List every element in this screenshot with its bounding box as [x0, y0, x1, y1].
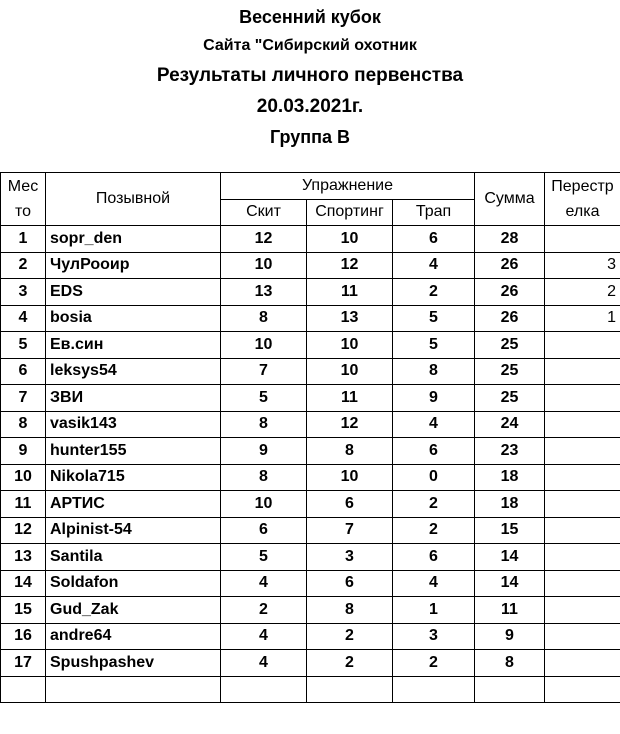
table-row: [1, 570, 620, 597]
cell-sporting: 11: [307, 279, 393, 306]
cell-callsign: ЗВИ: [46, 385, 221, 412]
cell-empty: [545, 676, 620, 703]
cell-sum: 25: [475, 385, 545, 412]
cell-trap: 4: [393, 570, 475, 597]
table-row: [1, 279, 620, 306]
cell-trap: 5: [393, 332, 475, 359]
cell-trap: 5: [393, 305, 475, 332]
cell-sum: 26: [475, 252, 545, 279]
col-header-reshoot: Перестр елка: [545, 173, 620, 226]
header-row-1: [1, 173, 620, 200]
cell-trap: 2: [393, 279, 475, 306]
cell-sum: 14: [475, 570, 545, 597]
cell-skeet: 6: [221, 517, 307, 544]
cell-sum: 25: [475, 358, 545, 385]
cell-callsign: vasik143: [46, 411, 221, 438]
cell-callsign: Gud_Zak: [46, 597, 221, 624]
cell-sporting: 7: [307, 517, 393, 544]
cell-skeet: 4: [221, 623, 307, 650]
cell-reshoot: [545, 491, 620, 518]
cell-sum: 24: [475, 411, 545, 438]
cell-place: 4: [1, 305, 46, 332]
cell-callsign: Ев.син: [46, 332, 221, 359]
cell-reshoot: [545, 623, 620, 650]
cell-empty: [393, 676, 475, 703]
cell-sporting: 11: [307, 385, 393, 412]
cell-place: 10: [1, 464, 46, 491]
cell-empty: [1, 676, 46, 703]
cell-place: 13: [1, 544, 46, 571]
cell-skeet: 8: [221, 411, 307, 438]
cell-trap: 2: [393, 491, 475, 518]
cell-sporting: 8: [307, 597, 393, 624]
cell-trap: 1: [393, 597, 475, 624]
cell-callsign: Nikola715: [46, 464, 221, 491]
col-header-place: Мес то: [1, 173, 46, 226]
cell-sum: 14: [475, 544, 545, 571]
cell-sporting: 2: [307, 650, 393, 677]
cell-callsign: EDS: [46, 279, 221, 306]
cell-empty: [475, 676, 545, 703]
col-header-trap: Трап: [393, 199, 475, 226]
cell-reshoot: [545, 570, 620, 597]
cell-place: 12: [1, 517, 46, 544]
cell-sporting: 2: [307, 623, 393, 650]
results-table: [0, 172, 620, 703]
cell-trap: 2: [393, 650, 475, 677]
cell-trap: 6: [393, 226, 475, 253]
cell-trap: 4: [393, 411, 475, 438]
cell-trap: 4: [393, 252, 475, 279]
cell-trap: 2: [393, 517, 475, 544]
cell-trap: 8: [393, 358, 475, 385]
cell-place: 6: [1, 358, 46, 385]
cell-sporting: 8: [307, 438, 393, 465]
cell-sporting: 6: [307, 491, 393, 518]
cell-place: 16: [1, 623, 46, 650]
table-row: [1, 491, 620, 518]
cell-reshoot: [545, 411, 620, 438]
cell-reshoot: [545, 650, 620, 677]
table-row: [1, 358, 620, 385]
cell-place: 8: [1, 411, 46, 438]
table-row-empty: [1, 676, 620, 703]
table-row: [1, 385, 620, 412]
table-row: [1, 544, 620, 571]
cell-skeet: 13: [221, 279, 307, 306]
cell-skeet: 8: [221, 464, 307, 491]
cell-sum: 11: [475, 597, 545, 624]
cell-place: 1: [1, 226, 46, 253]
cell-place: 2: [1, 252, 46, 279]
table-row: [1, 650, 620, 677]
table-row: [1, 464, 620, 491]
cell-trap: 3: [393, 623, 475, 650]
cell-sporting: 10: [307, 464, 393, 491]
col-header-skeet: Скит: [221, 199, 307, 226]
table-row: [1, 411, 620, 438]
cell-callsign: Soldafon: [46, 570, 221, 597]
cell-skeet: 10: [221, 491, 307, 518]
cell-skeet: 5: [221, 385, 307, 412]
cup-title: Весенний кубок: [239, 7, 381, 27]
cell-skeet: 4: [221, 650, 307, 677]
cell-callsign: Alpinist-54: [46, 517, 221, 544]
cell-callsign: Santila: [46, 544, 221, 571]
report-title-block: [0, 0, 620, 170]
cell-place: 15: [1, 597, 46, 624]
cell-place: 11: [1, 491, 46, 518]
cell-trap: 9: [393, 385, 475, 412]
cell-sum: 9: [475, 623, 545, 650]
table-row: [1, 517, 620, 544]
cell-reshoot: 2: [545, 279, 620, 306]
cell-reshoot: [545, 358, 620, 385]
cell-empty: [221, 676, 307, 703]
cell-trap: 6: [393, 438, 475, 465]
cell-sum: 28: [475, 226, 545, 253]
cell-sporting: 10: [307, 226, 393, 253]
table-row: [1, 226, 620, 253]
table-row: [1, 332, 620, 359]
cell-sporting: 3: [307, 544, 393, 571]
cell-skeet: 10: [221, 332, 307, 359]
cell-place: 14: [1, 570, 46, 597]
cell-skeet: 2: [221, 597, 307, 624]
cell-skeet: 8: [221, 305, 307, 332]
cell-skeet: 12: [221, 226, 307, 253]
cell-trap: 6: [393, 544, 475, 571]
cell-sum: 25: [475, 332, 545, 359]
cell-callsign: hunter155: [46, 438, 221, 465]
cell-callsign: bosia: [46, 305, 221, 332]
cell-sporting: 10: [307, 358, 393, 385]
cell-sum: 18: [475, 464, 545, 491]
cell-callsign: Spushpashev: [46, 650, 221, 677]
cell-sum: 23: [475, 438, 545, 465]
cell-sporting: 6: [307, 570, 393, 597]
cell-reshoot: [545, 438, 620, 465]
cell-sporting: 12: [307, 252, 393, 279]
cell-sum: 26: [475, 305, 545, 332]
group-title: Группа В: [269, 127, 351, 147]
table-row: [1, 438, 620, 465]
cell-place: 17: [1, 650, 46, 677]
cell-reshoot: 3: [545, 252, 620, 279]
cell-sum: 18: [475, 491, 545, 518]
cell-skeet: 7: [221, 358, 307, 385]
col-header-sum: Сумма: [475, 173, 545, 226]
cell-place: 9: [1, 438, 46, 465]
cell-place: 3: [1, 279, 46, 306]
cell-skeet: 10: [221, 252, 307, 279]
cell-empty: [46, 676, 221, 703]
table-row: [1, 252, 620, 279]
cell-place: 5: [1, 332, 46, 359]
cell-callsign: sopr_den: [46, 226, 221, 253]
cell-place: 7: [1, 385, 46, 412]
cell-reshoot: [545, 597, 620, 624]
cell-callsign: ЧулРооир: [46, 252, 221, 279]
table-row: [1, 597, 620, 624]
col-header-exercise: Упражнение: [221, 173, 475, 200]
cell-sum: 15: [475, 517, 545, 544]
cell-reshoot: 1: [545, 305, 620, 332]
col-header-name: Позывной: [46, 173, 221, 226]
col-header-sporting: Спортинг: [307, 199, 393, 226]
table-row: [1, 305, 620, 332]
cell-trap: 0: [393, 464, 475, 491]
cell-callsign: andre64: [46, 623, 221, 650]
cell-reshoot: [545, 517, 620, 544]
cell-empty: [307, 676, 393, 703]
cell-reshoot: [545, 464, 620, 491]
cell-reshoot: [545, 385, 620, 412]
cell-sum: 8: [475, 650, 545, 677]
cell-sporting: 13: [307, 305, 393, 332]
cell-callsign: leksys54: [46, 358, 221, 385]
cell-sporting: 10: [307, 332, 393, 359]
results-title: Результаты личного первенства: [156, 65, 464, 86]
cell-callsign: АРТИС: [46, 491, 221, 518]
event-date: 20.03.2021г.: [256, 96, 364, 117]
cell-sporting: 12: [307, 411, 393, 438]
cell-reshoot: [545, 544, 620, 571]
cell-skeet: 5: [221, 544, 307, 571]
cell-reshoot: [545, 332, 620, 359]
cell-reshoot: [545, 226, 620, 253]
table-row: [1, 623, 620, 650]
site-title: Сайта "Сибирский охотник: [203, 37, 417, 54]
cell-sum: 26: [475, 279, 545, 306]
cell-skeet: 4: [221, 570, 307, 597]
cell-skeet: 9: [221, 438, 307, 465]
